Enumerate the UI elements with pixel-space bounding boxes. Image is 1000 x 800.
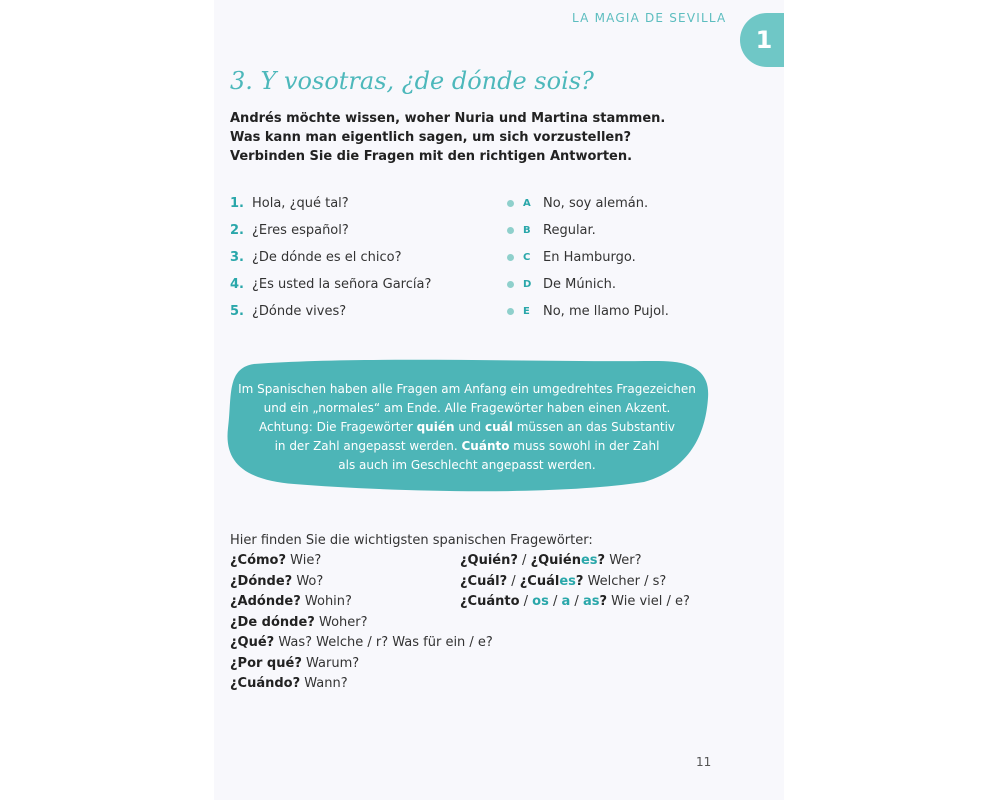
question-number: 3.: [230, 250, 244, 265]
question-word-entry: [460, 551, 690, 572]
question-number: 5.: [230, 304, 244, 319]
section-title: 3. Y vosotras, ¿de dónde sois?: [230, 67, 594, 95]
bullet-dot-icon: [507, 200, 514, 207]
german-translation: Wo?: [292, 573, 324, 589]
question-number: 1.: [230, 196, 244, 211]
spanish-word: ¿Dónde?: [230, 573, 293, 589]
answer-text: No, soy alemán.: [543, 196, 649, 211]
plural-ending: es: [580, 553, 598, 568]
spanish-word: ¿Cómo?: [230, 553, 287, 568]
grammar-info-box: [224, 358, 710, 492]
german-translation: Wie?: [286, 553, 322, 568]
answer-letter: A: [523, 198, 531, 209]
german-translation: Wer?: [605, 553, 642, 568]
german-translation: Wann?: [300, 676, 348, 691]
plural-ending: es: [559, 573, 576, 589]
spanish-word: ¿De dónde?: [230, 614, 315, 630]
question-mark: ?: [575, 573, 584, 589]
gender-number-ending: as: [582, 594, 600, 609]
question-mark: ?: [597, 553, 606, 568]
question-text: ¿Es usted la señora García?: [252, 277, 432, 292]
german-translation: Warum?: [301, 655, 360, 671]
question-word-entry: [230, 551, 493, 572]
info-keyword: cuál: [485, 420, 513, 434]
instruction-line: Was kann man eigentlich sagen, um sich vorzustellen?: [230, 130, 632, 145]
spanish-word: ¿Cuánto: [460, 594, 520, 609]
german-translation: Woher?: [314, 614, 368, 630]
question-word-entry: [230, 674, 493, 695]
gender-number-ending: os: [532, 594, 549, 609]
separator: /: [519, 594, 533, 609]
question-number: 4.: [230, 277, 244, 292]
info-keyword: Cuánto: [461, 439, 510, 453]
answer-item: [507, 244, 669, 271]
gender-number-ending: a: [561, 594, 571, 609]
spanish-word: ¿Cuál?: [460, 573, 508, 589]
spanish-word: ¿Cuándo?: [230, 676, 301, 691]
question-text: ¿De dónde es el chico?: [252, 250, 402, 265]
exercise-instructions: [230, 109, 665, 166]
answer-item: [507, 271, 669, 298]
answer-text: Regular.: [543, 223, 596, 238]
answer-list: [507, 190, 669, 325]
answer-item: [507, 217, 669, 244]
question-words-left-column: [230, 551, 493, 695]
separator: /: [507, 573, 520, 589]
question-item: [230, 298, 431, 325]
separator: /: [517, 553, 531, 568]
question-word-entry: [230, 613, 493, 634]
question-word-entry: [230, 572, 493, 593]
answer-letter: E: [523, 306, 530, 317]
spanish-word: ¿Por qué?: [230, 655, 302, 671]
answer-item: [507, 190, 669, 217]
page-number: 11: [696, 755, 712, 769]
separator: /: [570, 594, 583, 609]
german-translation: Wohin?: [300, 594, 352, 609]
info-text-run: Achtung: Die Fragewörter: [258, 420, 417, 434]
info-line: [224, 418, 710, 437]
info-text-run: in der Zahl angepasst werden.: [274, 439, 462, 453]
spanish-word: ¿Quién: [530, 553, 581, 568]
question-item: [230, 271, 431, 298]
question-word-entry: [460, 592, 690, 613]
question-list: [230, 190, 431, 325]
info-box-text: [224, 380, 710, 475]
answer-text: De Múnich.: [543, 277, 616, 292]
question-word-entry: [230, 633, 493, 654]
info-text-run: müssen an das Substantiv: [512, 420, 675, 434]
question-word-entry: [460, 572, 690, 593]
bullet-dot-icon: [507, 281, 514, 288]
bullet-dot-icon: [507, 308, 514, 315]
running-header: LA MAGIA DE SEVILLA: [572, 11, 727, 25]
info-line: und ein „normales“ am Ende. Alle Fragewörter haben einen Akzent.: [263, 401, 671, 415]
question-text: ¿Dónde vives?: [252, 304, 347, 319]
separator: /: [548, 594, 562, 609]
answer-text: No, me llamo Pujol.: [543, 304, 669, 319]
spanish-word: ¿Adónde?: [230, 594, 301, 609]
question-words-right-column: [460, 551, 690, 613]
info-keyword: quién: [416, 420, 455, 434]
german-translation: Was? Welche / r? Was für ein / e?: [274, 635, 493, 650]
question-item: [230, 190, 431, 217]
question-word-entry: [230, 592, 493, 613]
question-item: [230, 244, 431, 271]
info-text-run: muss sowohl in der Zahl: [509, 439, 660, 453]
spanish-word: ¿Cuál: [519, 573, 560, 589]
german-translation: Welcher / s?: [583, 573, 667, 589]
info-line: [224, 437, 710, 456]
question-number: 2.: [230, 223, 244, 238]
question-text: Hola, ¿qué tal?: [252, 196, 349, 211]
instruction-line: Verbinden Sie die Fragen mit den richtigen Antworten.: [230, 149, 633, 164]
question-item: [230, 217, 431, 244]
spanish-word: ¿Quién?: [460, 553, 518, 568]
info-line: als auch im Geschlecht angepasst werden.: [338, 458, 596, 472]
info-text-run: und: [454, 420, 485, 434]
answer-text: En Hamburgo.: [543, 250, 636, 265]
info-line: Im Spanischen haben alle Fragen am Anfang ein umgedrehtes Fragezeichen: [238, 382, 696, 396]
answer-item: [507, 298, 669, 325]
bullet-dot-icon: [507, 227, 514, 234]
german-translation: Wie viel / e?: [607, 594, 690, 609]
chapter-number: 1: [755, 26, 773, 54]
question-words-heading: Hier finden Sie die wichtigsten spanischen Fragewörter:: [230, 533, 593, 548]
question-word-entry: [230, 654, 493, 675]
question-text: ¿Eres español?: [252, 223, 349, 238]
spanish-word: ¿Qué?: [230, 635, 275, 650]
question-words-section: [230, 531, 690, 691]
bullet-dot-icon: [507, 254, 514, 261]
answer-letter: C: [523, 252, 531, 263]
question-mark: ?: [599, 594, 607, 609]
instruction-line: Andrés möchte wissen, woher Nuria und Martina stammen.: [230, 111, 666, 126]
answer-letter: B: [523, 225, 531, 236]
answer-letter: D: [523, 279, 532, 290]
